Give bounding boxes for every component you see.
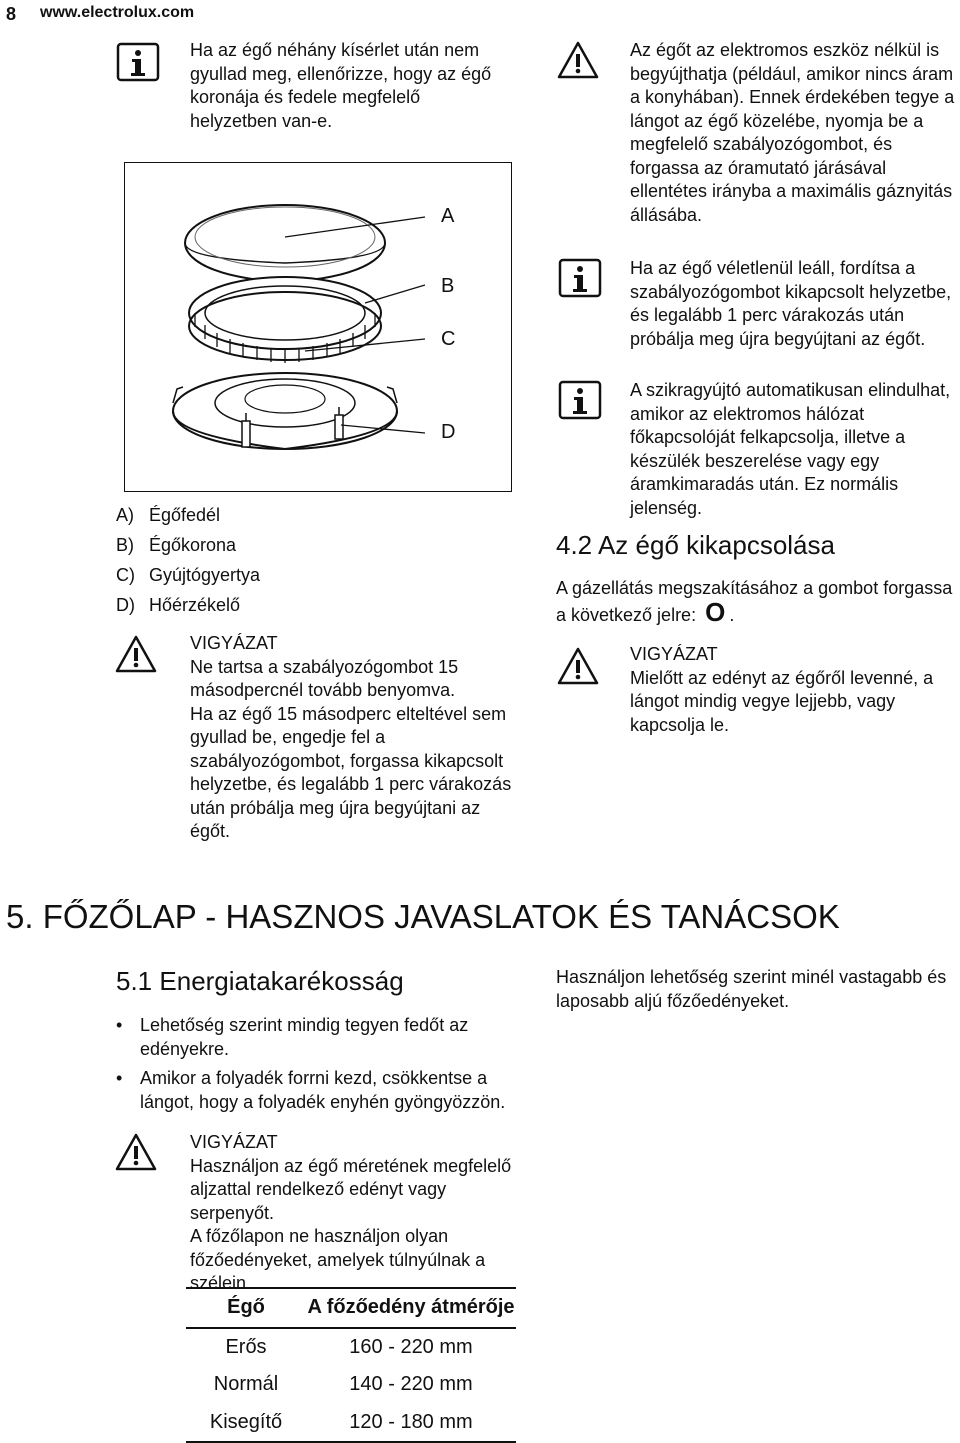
table-header-diameter: A főzőedény átmérője: [306, 1288, 516, 1328]
turn-off-paragraph: [556, 577, 956, 627]
burner-diagram: [124, 162, 512, 492]
warning-text-2: A főzőlapon ne használjon olyan főzőedényeket, amelyek túlnyúlnak a szélein.: [190, 1226, 486, 1293]
warning-text-1: Használjon az égő méretének megfelelő aljzattal rendelkező edényt vagy serpenyőt.: [190, 1155, 512, 1223]
cookware-tip-text: Használjon lehetőség szerint minél vastagabb és laposabb aljú főzőedényeket.: [556, 967, 947, 1011]
diagram-label-d: D: [441, 421, 456, 443]
page-number: 8: [6, 4, 17, 24]
section-number: 5.1: [116, 966, 153, 996]
legend-key: B): [116, 535, 134, 555]
warning-ignite-text: Az égőt az elektromos eszköz nélkül is begyújthatja (például, amikor nincs áram a konyhában). Ennek érdekében tegye a lángot az égő közelébe, nyomja be a megfelelő szabályozógombot, és forgassa az óramutató járásával ellentétes irányba a maximális gáznyitás állásába.: [630, 40, 955, 225]
section-heading-4-2: [556, 530, 835, 561]
bullet: •: [116, 1015, 123, 1035]
table-cell: Erős: [225, 1335, 267, 1358]
list-item-text: Amikor a folyadék forrni kezd, csökkentse a lángot, hogy a folyadék enyhén gyöngyözzön.: [140, 1068, 506, 1112]
cookware-size-table: [186, 1287, 516, 1443]
info-text-3: A szikragyújtó automatikusan elindulhat, amikor az elektromos hálózat főkapcsolóját felkapcsolja, illetve a készülék beszerelése vagy egy áramkimaradás után. Ez normális jelenség.: [630, 380, 951, 518]
table-header-row: [186, 1288, 516, 1328]
warning-title: VIGYÁZAT: [630, 644, 718, 664]
legend-text: Égőkorona: [149, 535, 237, 555]
list-item: [116, 1014, 512, 1061]
diagram-label-b: B: [441, 275, 455, 297]
info-text-1: Ha az égő néhány kísérlet után nem gyullad meg, ellenőrizze, hogy az égő koronája és fedele megfelelő helyzetben van-e.: [190, 40, 492, 131]
legend-key: A): [116, 505, 134, 525]
diagram-label-c: C: [441, 328, 456, 350]
chapter-heading-5: [6, 898, 840, 936]
list-item: [116, 1067, 512, 1114]
section-title: Energiatakarékosság: [159, 966, 404, 996]
section-title: Az égő kikapcsolása: [597, 530, 835, 560]
energy-tips-list: [116, 1014, 512, 1120]
list-item-text: Lehetőség szerint mindig tegyen fedőt az edényekre.: [140, 1015, 469, 1059]
legend-text: Gyújtógyertya: [149, 565, 261, 585]
info-text-2: Ha az égő véletlenül leáll, fordítsa a szabályozógombot kikapcsolt helyzetbe, és legalább 1 perc várakozás után próbálja meg újra begyújtani az égőt.: [630, 258, 952, 349]
diagram-label-a: A: [441, 205, 455, 227]
table-cell: 140 - 220 mm: [349, 1373, 473, 1396]
warning-3: [190, 1131, 520, 1296]
table-cell: 160 - 220 mm: [349, 1335, 473, 1358]
burner-base-shape: [173, 373, 397, 449]
warning-icon: [556, 40, 600, 80]
burner-crown-shape: [189, 277, 381, 363]
chapter-title: FŐZŐLAP - HASZNOS JAVASLATOK ÉS TANÁCSOK: [42, 898, 840, 935]
warning-icon: [556, 646, 600, 686]
burner-cap-shape: [185, 205, 385, 281]
section-number: 4.2: [556, 530, 593, 560]
table-row: [186, 1404, 516, 1443]
info-icon: [116, 42, 160, 82]
legend-d: [116, 594, 240, 618]
warning-text-2: Ha az égő 15 másodperc elteltével sem gyullad be, engedje fel a szabályozógombot, forgassa kikapcsolt helyzetbe, és legalább 1 perc várakozás után próbálja meg újra begyújtani az égőt.: [190, 703, 512, 841]
table-row: [186, 1328, 516, 1367]
warning-2: [630, 643, 950, 737]
legend-b: [116, 534, 236, 558]
table-cell: Normál: [213, 1373, 279, 1396]
turn-off-text: A gázellátás megszakításához a gombot forgassa a következő jelre:: [556, 578, 953, 625]
off-position-symbol: O: [705, 596, 726, 627]
table-row: [186, 1366, 516, 1404]
warning-icon: [114, 634, 158, 674]
legend-a: [116, 504, 220, 528]
warning-title: VIGYÁZAT: [190, 633, 278, 653]
warning-text-1: Ne tartsa a szabályozógombot 15 másodpercnél tovább benyomva.: [190, 656, 459, 700]
legend-text: Égőfedél: [149, 505, 221, 525]
bullet: •: [116, 1068, 123, 1088]
warning-1: [190, 632, 520, 844]
legend-text: Hőérzékelő: [149, 595, 241, 615]
site-url: www.electrolux.com: [40, 4, 195, 21]
table-cell: 120 - 180 mm: [306, 1404, 516, 1443]
table-header-burner: Égő: [186, 1288, 306, 1328]
section-heading-5-1: [116, 966, 404, 997]
legend-key: C): [116, 565, 135, 585]
warning-text: Mielőtt az edényt az égőről levenné, a lángot mindig vegye lejjebb, vagy kapcsolja le.: [630, 667, 934, 735]
chapter-number: 5.: [6, 898, 34, 935]
warning-icon: [114, 1132, 158, 1172]
info-icon: [558, 380, 602, 420]
info-icon: [558, 258, 602, 298]
legend-c: [116, 564, 260, 588]
warning-title: VIGYÁZAT: [190, 1132, 278, 1152]
off-end: .: [729, 604, 735, 625]
table-cell: Kisegítő: [186, 1404, 306, 1443]
legend-key: D): [116, 595, 135, 615]
